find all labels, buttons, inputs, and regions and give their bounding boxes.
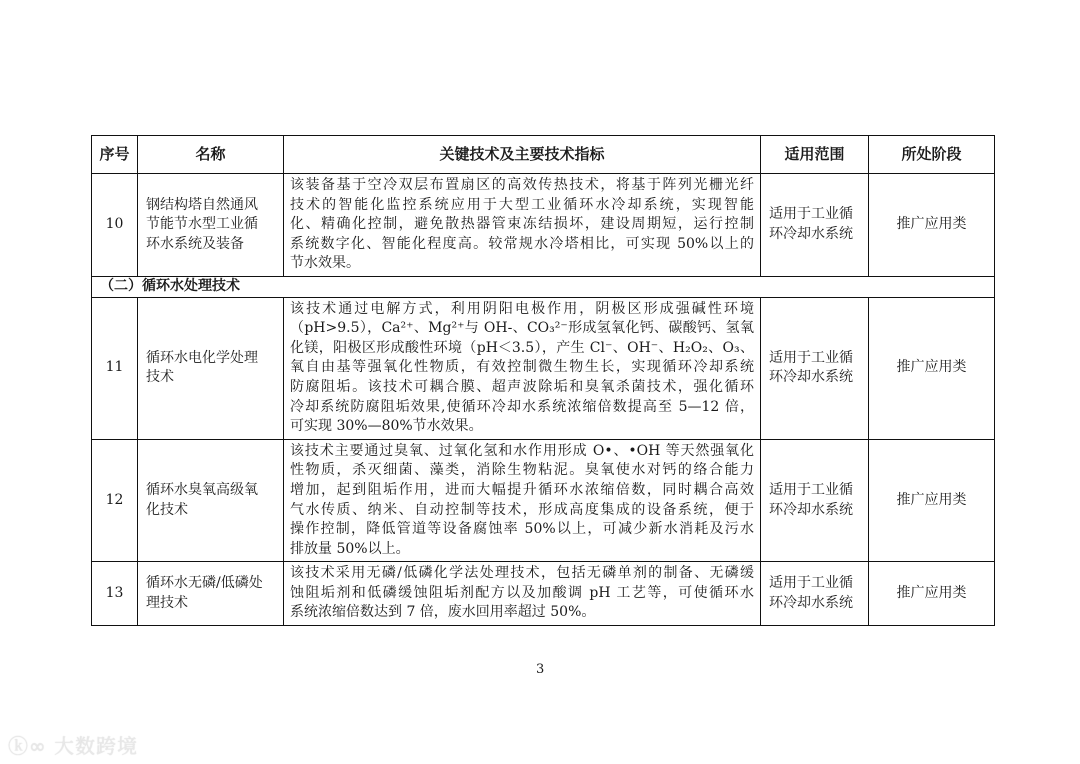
section-row: [92, 276, 995, 297]
watermark-logo: [8, 730, 138, 759]
text-line: 适用于工业循: [769, 206, 853, 223]
stage: 推广应用类: [869, 297, 995, 439]
stage: 推广应用类: [869, 439, 995, 562]
tech-description: [284, 174, 761, 277]
tech-description: [284, 562, 761, 626]
scope: [761, 297, 869, 439]
text-line: 化、精确化控制，避免散热器管束冻结损坏，建设周期短，运行控制: [290, 216, 754, 233]
text-line: 节水效果。: [290, 255, 360, 272]
text-line: 冷却系统防腐阻垢效果,使循环冷却水系统浓缩倍数提高至 5—12 倍，: [290, 398, 754, 415]
table-row: [92, 562, 995, 626]
table-row: [92, 439, 995, 562]
text-line: 操作控制，降低管道等设备腐蚀率 50%以上，可减少新水消耗及污水: [290, 521, 754, 538]
text-line: 化镁，阳极区形成酸性环境（pH＜3.5），产生 Cl⁻、OH⁻、H₂O₂、O₃、: [290, 339, 754, 356]
text-line: 该技术采用无磷/低磷化学法处理技术，包括无磷单剂的制备、无磷缓: [290, 565, 754, 582]
text-line: 蚀阻垢剂和低磷缓蚀阻垢剂配方以及加酸调 pH 工艺等，可使循环水: [290, 584, 754, 601]
text-line: 循环水电化学处理: [146, 349, 258, 366]
technology-table: [91, 135, 995, 626]
scope: [761, 439, 869, 562]
page-number: 3: [536, 662, 545, 677]
tech-name: [138, 174, 284, 277]
text-line: 环冷却水系统: [769, 369, 853, 386]
table-header-row: [92, 136, 995, 174]
text-line: 理技术: [146, 594, 188, 611]
text-line: 该装备基于空冷双层布置扇区的高效传热技术，将基于阵列光栅光纤: [290, 177, 754, 193]
row-number: 12: [92, 439, 138, 562]
text-line: 增加，起到阻垢作用，进而大幅提升循环水浓缩倍数，同时耦合高效: [290, 481, 754, 498]
row-number: 10: [92, 174, 138, 277]
text-line: 性物质，杀灭细菌、藻类，消除生物粘泥。臭氧使水对钙的络合能力: [290, 462, 754, 479]
text-line: 循环水无磷/低磷处: [146, 575, 263, 592]
section-title: （二）循环水处理技术: [92, 276, 995, 297]
row-number: 13: [92, 562, 138, 626]
text-line: 技术的智能化监控系统应用于大型工业循环水冷却系统，实现智能: [290, 196, 754, 213]
text-line: 环冷却水系统: [769, 225, 853, 242]
text-line: 钢结构塔自然通风: [146, 196, 258, 213]
header-name: 名称: [138, 136, 284, 174]
text-line: 防腐阻垢。该技术可耦合膜、超声波除垢和臭氧杀菌技术，强化循环: [290, 378, 754, 395]
stage: 推广应用类: [869, 174, 995, 277]
text-line: 环冷却水系统: [769, 594, 853, 611]
tech-name: [138, 439, 284, 562]
scope: [761, 562, 869, 626]
row-number: 11: [92, 297, 138, 439]
tech-description: [284, 439, 761, 562]
header-scope: 适用范围: [761, 136, 869, 174]
text-line: 系统数字化、智能化程度高。较常规水冷塔相比，可实现 50%以上的: [290, 235, 754, 252]
text-line: 技术: [146, 369, 174, 386]
text-line: 适用于工业循: [769, 575, 853, 592]
text-line: 氧自由基等强氧化性物质，有效控制微生物生长，实现循环冷却系统: [290, 359, 754, 376]
text-line: （pH>9.5），Ca²⁺、Mg²⁺与 OH-、CO₃²⁻形成氢氧化钙、碳酸钙、氢氧: [290, 320, 754, 337]
text-line: 该技术通过电解方式，利用阴阳电极作用，阴极区形成强碱性环境: [290, 300, 754, 317]
tech-name: [138, 297, 284, 439]
text-line: 循环水臭氧高级氧: [146, 481, 258, 498]
text-line: 可实现 30%—80%节水效果。: [290, 418, 483, 435]
tech-name: [138, 562, 284, 626]
header-key-tech: 关键技术及主要技术指标: [284, 136, 761, 174]
text-line: 系统浓缩倍数达到 7 倍，废水回用率超过 50%。: [290, 604, 596, 621]
text-line: 化技术: [146, 501, 188, 518]
text-line: 节能节水型工业循: [146, 216, 258, 233]
header-stage: 所处阶段: [869, 136, 995, 174]
watermark-text: 大数跨境: [54, 734, 139, 758]
scope: [761, 174, 869, 277]
text-line: 该技术主要通过臭氧、过氧化氢和水作用形成 O•、•OH 等天然强氧化: [290, 442, 754, 459]
table-row: [92, 174, 995, 277]
tech-description: [284, 297, 761, 439]
text-line: 环水系统及装备: [146, 235, 244, 252]
table-row: [92, 297, 995, 439]
text-line: 适用于工业循: [769, 349, 853, 366]
text-line: 环冷却水系统: [769, 501, 853, 518]
watermark-icon: ⓚ∞: [8, 734, 55, 758]
text-line: 适用于工业循: [769, 481, 853, 498]
text-line: 气水传质、纳米、自动控制等技术，形成高度集成的设备系统，便于: [290, 501, 754, 518]
text-line: 排放量 50%以上。: [290, 540, 410, 557]
header-no: 序号: [92, 136, 138, 174]
stage: 推广应用类: [869, 562, 995, 626]
